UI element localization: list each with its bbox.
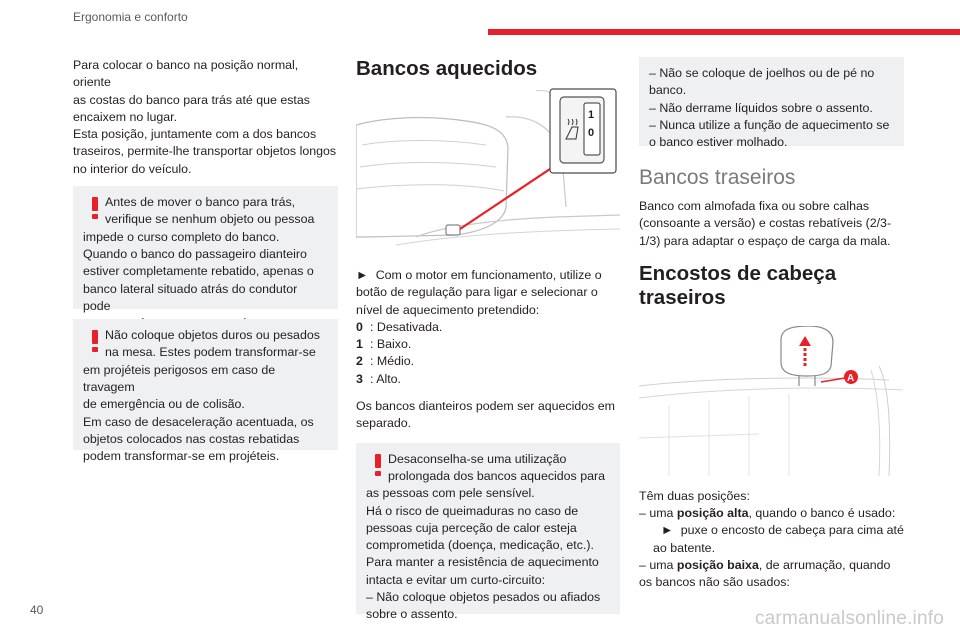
switch-label-0: 0 xyxy=(588,127,595,139)
position-suffix: , de arrumação, quando xyxy=(758,558,891,573)
switch-label-1: 1 xyxy=(588,109,595,121)
warning-text: impede o curso completo do banco. xyxy=(83,229,280,244)
position-high xyxy=(639,505,904,522)
list-item xyxy=(356,319,620,336)
heating-note xyxy=(356,398,620,433)
warning-text: banco lateral situado atrás do condutor pode xyxy=(83,281,298,313)
precaution-text: o banco estiver molhado. xyxy=(649,135,788,150)
page-number: 40 xyxy=(30,603,44,617)
headrest-positions xyxy=(639,488,904,592)
level-key: 1 xyxy=(356,337,363,352)
note-text: separado. xyxy=(356,416,412,431)
instruction-line xyxy=(356,267,620,284)
header-title: Ergonomia e conforto xyxy=(73,10,188,24)
position-prefix: – uma xyxy=(639,506,677,521)
warning-text: de emergência ou de colisão. xyxy=(83,397,245,412)
position-high-label: posição alta xyxy=(676,506,749,521)
warning-text: as pessoas com pele sensível. xyxy=(366,486,535,501)
warning-box-heating xyxy=(356,443,620,622)
position-low-cont: os bancos não são usados: xyxy=(639,575,790,590)
precaution-text: – Não derrame líquidos sobre o assento. xyxy=(649,100,873,115)
intro-line: encaixem no lugar. xyxy=(73,109,178,124)
instruction-text: nível de aquecimento pretendido: xyxy=(356,302,540,317)
warning-text: Antes de mover o banco para trás, xyxy=(105,195,296,210)
column-1 xyxy=(73,57,338,464)
position-suffix: , quando o banco é usado: xyxy=(748,506,896,521)
heating-precautions-box xyxy=(639,57,904,150)
list-item xyxy=(356,353,620,370)
intro-line: as costas do banco para trás até que estas xyxy=(73,92,310,107)
warning-text: Não coloque objetos duros ou pesados xyxy=(105,328,320,343)
heading-line: traseiros xyxy=(639,285,726,309)
intro-line: no interior do veículo. xyxy=(73,161,192,176)
headrest-drawing xyxy=(639,326,903,478)
column-3 xyxy=(639,57,904,592)
warning-text: na mesa. Estes podem transformar-se xyxy=(105,345,316,360)
intro-line: Para colocar o banco na posição normal, oriente xyxy=(73,58,299,90)
positions-intro: Têm duas posições: xyxy=(639,488,750,503)
position-high-step-cont: ao batente. xyxy=(653,540,716,555)
list-item xyxy=(356,336,620,353)
precaution-text: – Nunca utilize a função de aquecimento se xyxy=(649,117,890,132)
warning-text: objetos colocados nas costas rebatidas xyxy=(83,431,300,446)
seat-drawing xyxy=(356,87,620,253)
level-label: : Desativada. xyxy=(370,319,443,334)
warning-text: em projéteis perigosos em caso de travagem xyxy=(83,362,276,394)
rear-text: (consoante a versão) e costas rebatíveis (2/3- xyxy=(639,216,892,231)
warning-text: estiver completamente rebatido, apenas o xyxy=(83,264,314,279)
warning-text: Desaconselha-se uma utilização xyxy=(388,451,567,466)
position-prefix: – uma xyxy=(639,558,677,573)
warning-text: – Não coloque objetos pesados ou afiados xyxy=(366,590,601,605)
rear-text: Banco com almofada fixa ou sobre calhas xyxy=(639,199,870,213)
warning-text: comprometida (doença, medicação, etc.). xyxy=(366,538,594,553)
warning-text: intacta e evitar um curto-circuito: xyxy=(366,572,546,587)
warning-box-table xyxy=(73,319,338,464)
section-heading-rear-headrests xyxy=(639,262,904,310)
precaution-text: – Não se coloque de joelhos ou de pé no xyxy=(649,66,875,80)
heated-seat-illustration xyxy=(356,87,620,253)
precaution-text: banco. xyxy=(649,83,687,98)
section-heading-heated-seats: Bancos aquecidos xyxy=(356,57,538,80)
heating-level-list xyxy=(356,319,620,388)
warning-text: sobre o assento. xyxy=(366,607,458,622)
warning-text: Em caso de desaceleração acentuada, os xyxy=(83,414,314,429)
position-low xyxy=(639,557,904,574)
warning-exclamation-icon xyxy=(88,197,102,219)
warning-text: pessoas cuja perceção de calor esteja xyxy=(366,520,577,535)
warning-text: Quando o banco do passageiro dianteiro xyxy=(83,246,307,261)
rear-text: 1/3) para adaptar o espaço de carga da mala. xyxy=(639,233,891,248)
level-label: : Alto. xyxy=(370,371,401,386)
note-text: Os bancos dianteiros podem ser aquecidos em xyxy=(356,399,615,414)
column-2 xyxy=(356,57,620,622)
instruction-arrow-icon: ► xyxy=(356,268,369,282)
instruction-text: botão de regulação para ligar e selecionar o xyxy=(356,285,598,300)
warning-box-seat xyxy=(73,186,338,313)
level-key: 0 xyxy=(356,319,363,334)
intro-paragraph xyxy=(73,57,338,178)
warning-exclamation-icon xyxy=(88,330,102,352)
level-label: : Médio. xyxy=(370,354,415,369)
site-watermark: carmanualsonline.info xyxy=(754,608,944,629)
position-high-step xyxy=(639,522,904,539)
callout-label-a: A xyxy=(847,372,855,384)
intro-line: traseiros, permite-lhe transportar objetos longos xyxy=(73,144,337,159)
warning-text: Para manter a resistência de aquecimento xyxy=(366,555,599,570)
warning-exclamation-icon xyxy=(371,454,385,476)
level-key: 2 xyxy=(356,354,363,369)
headrest-illustration xyxy=(639,326,903,478)
level-label: : Baixo. xyxy=(370,337,412,352)
heating-instruction xyxy=(356,267,620,319)
heading-line: Encostos de cabeça xyxy=(639,261,837,285)
section-heading-rear-seats: Bancos traseiros xyxy=(639,166,796,189)
warning-text: prolongada dos bancos aquecidos para xyxy=(388,468,605,483)
list-item xyxy=(356,371,620,388)
level-key: 3 xyxy=(356,371,363,386)
position-low-label: posição baixa xyxy=(676,558,759,573)
rear-seats-paragraph xyxy=(639,198,904,250)
step-arrow-icon: ► xyxy=(661,523,674,538)
step-text: puxe o encosto de cabeça para cima até xyxy=(680,523,904,538)
header-accent-bar xyxy=(488,29,960,35)
intro-line: Esta posição, juntamente com a dos bancos xyxy=(73,127,317,142)
warning-text: podem transformar-se em projéteis. xyxy=(83,449,280,464)
warning-text: Há o risco de queimaduras no caso de xyxy=(366,503,579,518)
instruction-text: Com o motor em funcionamento, utilize o xyxy=(375,268,602,282)
warning-text: verifique se nenhum objeto ou pessoa xyxy=(105,212,315,227)
